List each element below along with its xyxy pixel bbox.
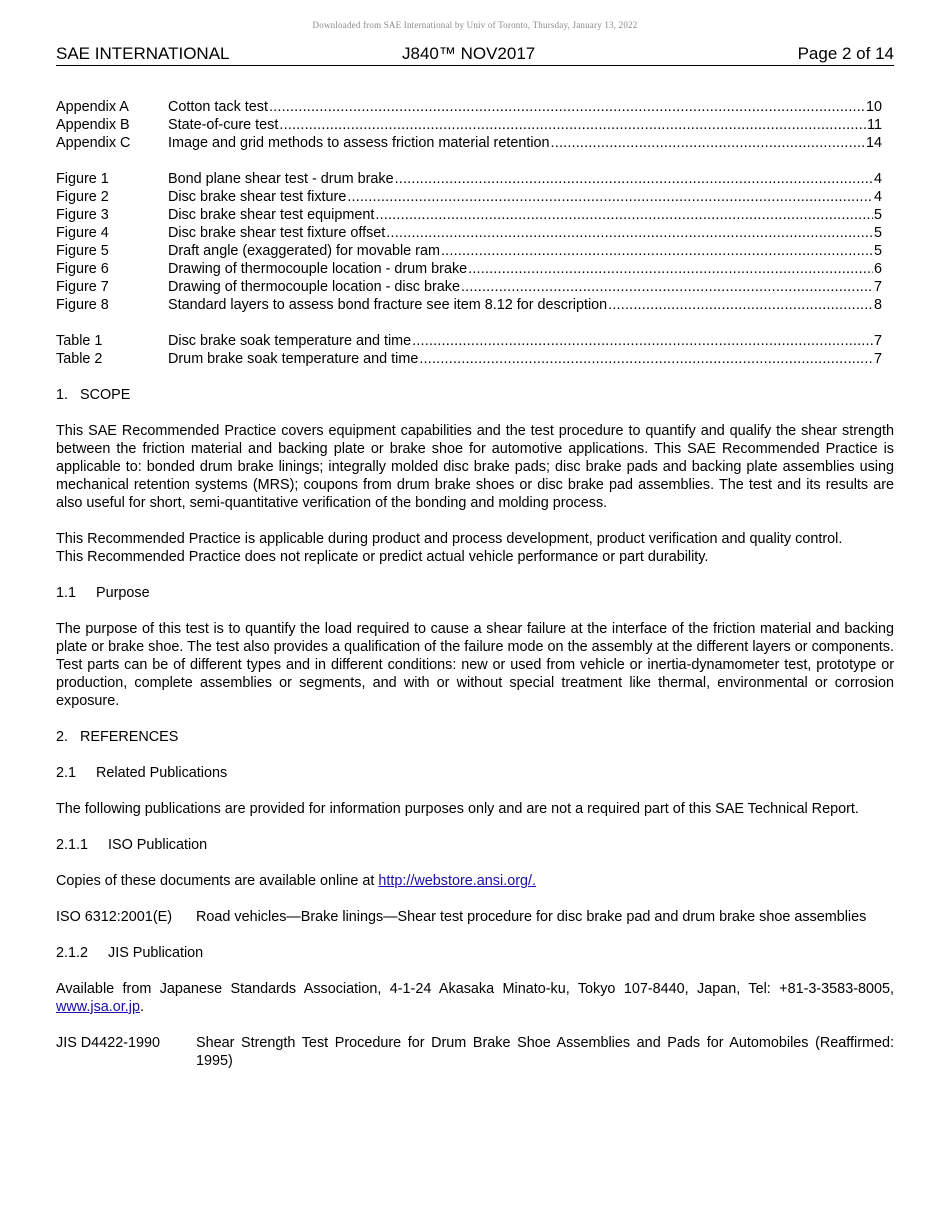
toc-label: Figure 8 bbox=[56, 297, 109, 313]
toc-title: Draft angle (exaggerated) for movable ram bbox=[168, 243, 440, 259]
toc-page: 7 bbox=[873, 333, 882, 349]
toc-leader bbox=[419, 350, 873, 368]
toc-leader bbox=[375, 206, 873, 224]
toc-entry[interactable] bbox=[56, 332, 894, 350]
toc-figures bbox=[56, 170, 894, 314]
toc-title: Cotton tack test bbox=[168, 99, 268, 115]
jis-availability-text: Available from Japanese Standards Association, 4-1-24 Akasaka Minato-ku, Tokyo 107-8440, Japan, Tel: +81-3-3583-8005, bbox=[56, 981, 894, 997]
section-heading-purpose: 1.1 Purpose bbox=[56, 585, 150, 601]
reference-title: Road vehicles—Brake linings—Shear test procedure for disc brake pad and drum brake shoe assemblies bbox=[196, 909, 867, 925]
jis-availability-suffix: . bbox=[139, 999, 144, 1015]
toc-entry[interactable] bbox=[56, 98, 894, 116]
toc-appendices bbox=[56, 98, 894, 152]
toc-leader bbox=[269, 98, 865, 116]
toc-title: Disc brake shear test fixture bbox=[168, 189, 347, 205]
toc-entry[interactable] bbox=[56, 206, 894, 224]
section-heading-jis: 2.1.2 JIS Publication bbox=[56, 945, 204, 961]
toc-page: 5 bbox=[873, 225, 882, 241]
toc-entry[interactable] bbox=[56, 170, 894, 188]
section-heading-related-publications: 2.1 Related Publications bbox=[56, 765, 228, 781]
reference-jis-d4422 bbox=[56, 1034, 894, 1070]
section-heading-iso: 2.1.1 ISO Publication bbox=[56, 837, 208, 853]
toc-leader bbox=[468, 260, 873, 278]
purpose-paragraph: The purpose of this test is to quantify the load required to cause a shear failure at the interface of the friction material and backing plate or brake shoe. The test also provides a qualification of the failure mode on the assembly at the different layers or components. Test parts can be of different types and in different conditions: new or used from vehicle or inertia-dynamometer test, prototype or production, complete assemblies or segments, and with or without special treatment like thermal, environmental or corrosion exposure. bbox=[56, 621, 894, 709]
header-doc-id: J840™ NOV2017 bbox=[402, 44, 536, 63]
reference-title: Shear Strength Test Procedure for Drum Brake Shoe Assemblies and Pads for Automobiles (Reaffirmed: 1995) bbox=[196, 1035, 894, 1069]
iso-availability-paragraph bbox=[56, 872, 894, 890]
header-page-number: Page 2 of 14 bbox=[797, 44, 894, 63]
related-publications-paragraph: The following publications are provided for information purposes only and are not a required part of this SAE Technical Report. bbox=[56, 801, 859, 817]
reference-iso-6312 bbox=[56, 908, 894, 926]
toc-tables bbox=[56, 332, 894, 368]
toc-page: 11 bbox=[867, 117, 882, 133]
toc-page: 7 bbox=[873, 279, 882, 295]
toc-entry[interactable] bbox=[56, 116, 894, 134]
toc-page: 4 bbox=[873, 189, 882, 205]
toc-entry[interactable] bbox=[56, 224, 894, 242]
toc-label: Figure 2 bbox=[56, 189, 109, 205]
toc-leader bbox=[441, 242, 873, 260]
toc-title: Image and grid methods to assess friction material retention bbox=[168, 135, 550, 151]
toc-label: Appendix A bbox=[56, 99, 129, 115]
toc-title: Disc brake soak temperature and time bbox=[168, 333, 412, 349]
toc-label: Figure 6 bbox=[56, 261, 109, 277]
header-org: SAE INTERNATIONAL bbox=[56, 44, 230, 63]
toc-title: Drawing of thermocouple location - drum brake bbox=[168, 261, 468, 277]
toc-label: Figure 7 bbox=[56, 279, 109, 295]
section-heading-scope: 1. SCOPE bbox=[56, 387, 131, 403]
toc-page: 6 bbox=[873, 261, 882, 277]
toc-title: Disc brake shear test fixture offset bbox=[168, 225, 386, 241]
toc-entry[interactable] bbox=[56, 350, 894, 368]
ansi-webstore-link[interactable]: http://webstore.ansi.org/. bbox=[378, 873, 536, 889]
download-watermark: Downloaded from SAE International by Univ of Toronto, Thursday, January 13, 2022 bbox=[312, 20, 638, 30]
reference-code: ISO 6312:2001(E) bbox=[56, 909, 172, 925]
toc-leader bbox=[347, 188, 873, 206]
toc-label: Table 2 bbox=[56, 351, 103, 367]
toc-leader bbox=[395, 170, 873, 188]
toc-page: 8 bbox=[873, 297, 882, 313]
page-header bbox=[56, 43, 894, 66]
toc-entry[interactable] bbox=[56, 296, 894, 314]
jis-availability-paragraph bbox=[56, 980, 894, 1016]
toc-page: 5 bbox=[873, 243, 882, 259]
toc-label: Appendix C bbox=[56, 135, 131, 151]
scope-paragraph: This SAE Recommended Practice covers equipment capabilities and the test procedure to quantify and qualify the shear strength between the friction material and backing plate or brake shoe for automotive applications. This SAE Recommended Practice is applicable to: bonded drum brake linings; integrally molded disc brake pads; disc brake pads and backing plate assemblies using mechanical retention systems (MRS); coupons from drum brake shoes or disc brake pad assemblies. The test and its results are also useful for short, semi-quantitative verification of the bonding and molding process. bbox=[56, 423, 894, 511]
toc-title: Bond plane shear test - drum brake bbox=[168, 171, 394, 187]
toc-page: 10 bbox=[865, 99, 882, 115]
toc-title: Drawing of thermocouple location - disc brake bbox=[168, 279, 460, 295]
toc-entry[interactable] bbox=[56, 278, 894, 296]
toc-page: 7 bbox=[873, 351, 882, 367]
toc-title: Standard layers to assess bond fracture see item 8.12 for description bbox=[168, 297, 608, 313]
reference-code: JIS D4422-1990 bbox=[56, 1035, 161, 1051]
toc-leader bbox=[461, 278, 873, 296]
section-heading-references: 2. REFERENCES bbox=[56, 729, 179, 745]
toc-entry[interactable] bbox=[56, 188, 894, 206]
toc-leader bbox=[279, 116, 866, 134]
toc-page: 5 bbox=[873, 207, 882, 223]
toc-label: Appendix B bbox=[56, 117, 130, 133]
toc-leader bbox=[386, 224, 873, 242]
toc-entry[interactable] bbox=[56, 260, 894, 278]
jsa-website-link[interactable]: www.jsa.or.jp bbox=[56, 999, 140, 1015]
toc-page: 4 bbox=[873, 171, 882, 187]
toc-title: Drum brake soak temperature and time bbox=[168, 351, 419, 367]
iso-availability-text: Copies of these documents are available online at bbox=[56, 873, 379, 889]
scope-paragraph-applicability: This Recommended Practice is applicable during product and process development, product verification and quality control. bbox=[56, 531, 843, 547]
toc-label: Figure 5 bbox=[56, 243, 109, 259]
toc-entry[interactable] bbox=[56, 134, 894, 152]
toc-entry[interactable] bbox=[56, 242, 894, 260]
toc-label: Table 1 bbox=[56, 333, 103, 349]
toc-label: Figure 3 bbox=[56, 207, 109, 223]
page-content bbox=[56, 98, 894, 1070]
scope-paragraph-limitation: This Recommended Practice does not replicate or predict actual vehicle performance or part durability. bbox=[56, 549, 709, 565]
toc-label: Figure 1 bbox=[56, 171, 109, 187]
toc-label: Figure 4 bbox=[56, 225, 109, 241]
toc-page: 14 bbox=[865, 135, 882, 151]
toc-leader bbox=[551, 134, 865, 152]
toc-title: State-of-cure test bbox=[168, 117, 279, 133]
toc-leader bbox=[608, 296, 873, 314]
toc-leader bbox=[412, 332, 873, 350]
toc-title: Disc brake shear test equipment bbox=[168, 207, 375, 223]
